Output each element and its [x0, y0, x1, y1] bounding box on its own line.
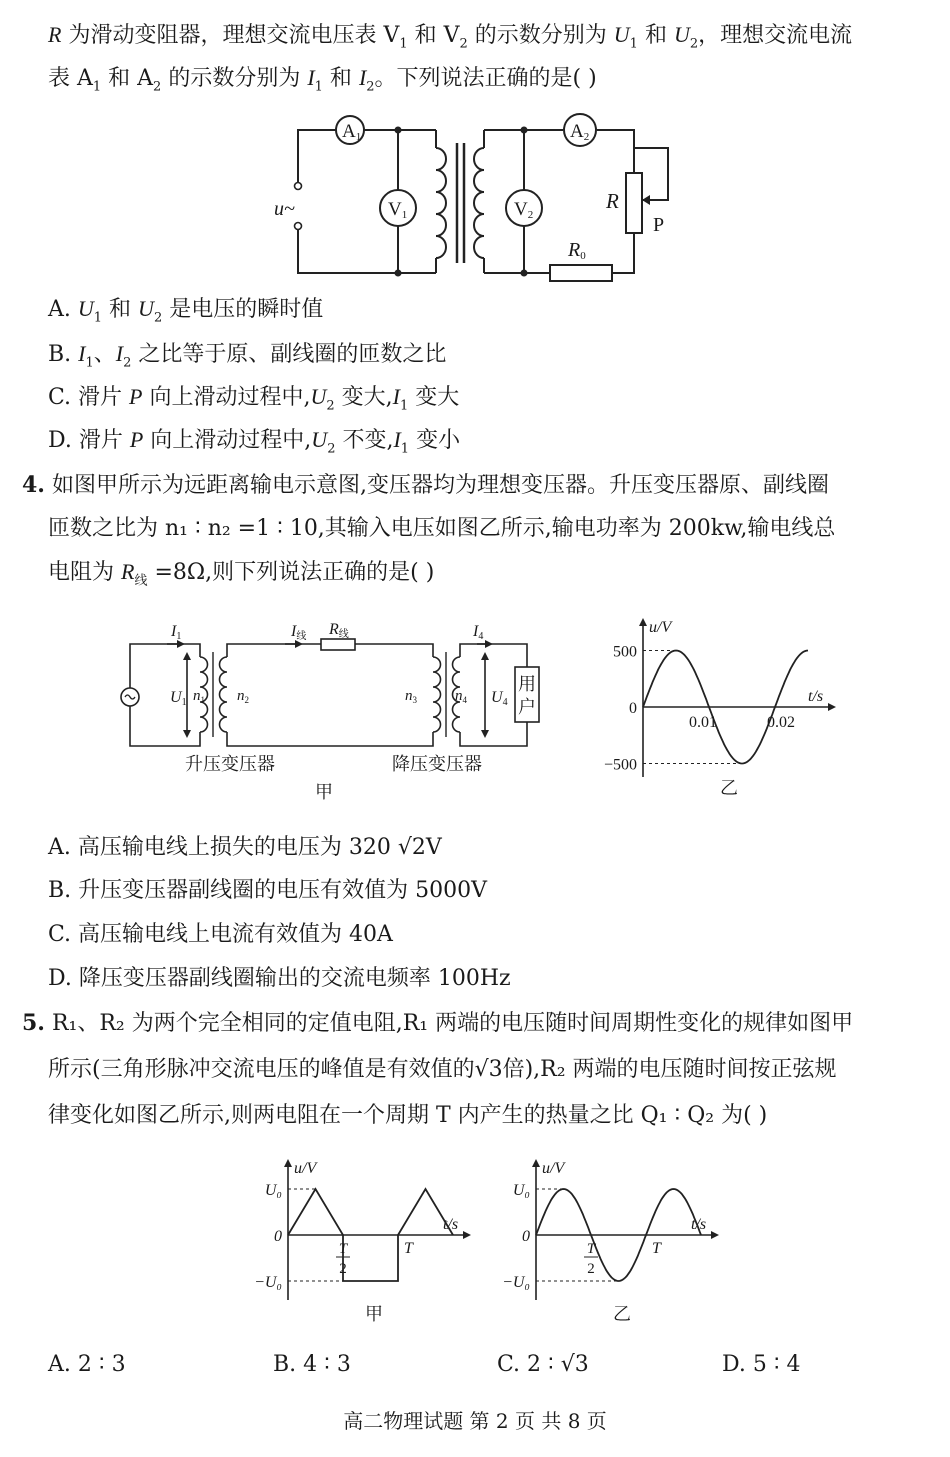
- y-tick-label: 0: [522, 1228, 530, 1245]
- x-axis-arrow: [828, 703, 836, 711]
- n1-sub: 1: [200, 695, 205, 705]
- text: U: [311, 427, 328, 452]
- text: P: [129, 384, 143, 409]
- text: 是电压的瞬时值: [162, 297, 324, 322]
- text: U: [613, 22, 630, 47]
- svg-text:I1: [170, 623, 181, 642]
- text: 2: [123, 355, 132, 371]
- text: 电阻为: [48, 560, 121, 585]
- svg-text:I线: [290, 623, 306, 642]
- r0-sub: 0: [580, 250, 586, 262]
- text: 之比等于原、副线圈的匝数之比: [131, 342, 447, 367]
- text: 不变,: [335, 428, 394, 453]
- text: 1: [400, 441, 410, 457]
- rline-sub: 线: [338, 629, 349, 640]
- y-tick-label: 500: [613, 643, 637, 661]
- text: 1: [93, 310, 103, 326]
- y-axis-label: u/V: [542, 1160, 565, 1177]
- text: 向上滑动过程中,: [143, 428, 312, 453]
- q4-stem-line-1: [22, 470, 829, 501]
- q4-option-b[interactable]: B. 升压变压器副线圈的电压有效值为 5000V: [48, 878, 488, 903]
- x-tick-label: 0.02: [767, 714, 795, 731]
- source-label: u~: [274, 198, 295, 220]
- v2-label: V: [514, 199, 528, 220]
- text: 。下列说法正确的是( ): [374, 66, 597, 91]
- x-tick-label: T: [652, 1240, 661, 1257]
- x-axis-arrow: [711, 1231, 719, 1239]
- text: 向上滑动过程中,: [142, 385, 311, 410]
- text: R₁、R₂ 为两个完全相同的定值电阻,R₁ 两端的电压随时间周期性变化的规律如图甲: [51, 1011, 854, 1036]
- text: 1: [399, 36, 408, 52]
- a2-label: A: [570, 121, 584, 142]
- x-tick-label: 2: [339, 1261, 347, 1277]
- text: 和 A: [101, 66, 154, 91]
- n1-label: n: [193, 688, 201, 704]
- u4-sub: 4: [502, 697, 508, 708]
- text: 1: [629, 36, 638, 52]
- q3-transformer-circuit: [270, 108, 690, 288]
- x-axis-label: t/s: [808, 688, 824, 705]
- question-number: 5.: [22, 1010, 45, 1036]
- text: 的示数分别为: [467, 23, 614, 48]
- text: A.: [48, 297, 78, 322]
- q5-stem-line-1: [22, 1008, 853, 1039]
- step-up-label: 升压变压器: [185, 754, 275, 774]
- q5-triangle-chart: [240, 1155, 490, 1325]
- p-label: P: [653, 214, 665, 236]
- text: U: [138, 296, 154, 321]
- i1-label: I: [171, 623, 177, 640]
- i4-sub: 4: [478, 631, 484, 642]
- q5-stem-line-3: 律变化如图乙所示,则两电阻在一个周期 T 内产生的热量之比 Q₁ ∶ Q₂ 为( ): [48, 1103, 768, 1128]
- chart-caption: 甲: [365, 1304, 383, 1324]
- chart-caption: 乙: [720, 778, 738, 798]
- x-axis-label: t/s: [691, 1216, 707, 1233]
- svg-text:U1: [170, 689, 187, 708]
- x-tick-label: T: [338, 1241, 348, 1257]
- y-axis-arrow: [532, 1159, 540, 1167]
- text: 2: [689, 36, 699, 52]
- text: B.: [48, 342, 79, 367]
- text: 变大: [408, 385, 460, 410]
- y-tick-label: −500: [603, 756, 637, 774]
- q5-stem-line-2: 所示(三角形脉冲交流电压的峰值是有效值的√3倍),R₂ 两端的电压随时间按正弦规: [48, 1057, 837, 1082]
- q3-stem-line-2: [48, 63, 597, 102]
- text: R: [121, 559, 135, 584]
- rline-label: R: [329, 621, 339, 638]
- user-label-1: 用: [518, 674, 536, 694]
- q4-option-d[interactable]: D. 降压变压器副线圈输出的交流电频率 100Hz: [48, 966, 511, 991]
- text: 线: [134, 573, 148, 589]
- v1-label: V: [388, 199, 402, 220]
- x-axis-label: t/s: [443, 1216, 459, 1233]
- y-tick-label: 0: [629, 700, 637, 717]
- n4-sub: 4: [462, 695, 467, 705]
- r0-label: R: [568, 239, 581, 261]
- q5-sine-chart: [488, 1155, 738, 1325]
- text: 1: [85, 355, 94, 371]
- text: 2: [327, 441, 336, 457]
- text: U: [673, 22, 690, 47]
- x-axis-arrow: [463, 1231, 471, 1239]
- text: D. 滑片: [48, 428, 130, 453]
- a2-sub: 2: [583, 131, 590, 143]
- x-tick-label: T: [586, 1241, 596, 1257]
- text: 1: [314, 79, 323, 95]
- u1-label: U: [170, 689, 182, 706]
- u4-label: U: [491, 689, 503, 706]
- diagram-caption: 甲: [315, 782, 333, 802]
- i4-label: I: [473, 623, 479, 640]
- text: =8Ω,则下列说法正确的是( ): [147, 560, 435, 585]
- text: 2: [366, 79, 375, 95]
- y-tick-label: U₀: [264, 1182, 282, 1199]
- page-footer: 高二物理试题 第 2 页 共 8 页: [343, 1409, 607, 1433]
- q5-option-a[interactable]: A. 2 ∶ 3: [48, 1352, 126, 1377]
- a1-label: A: [342, 121, 356, 142]
- text: 为滑动变阻器，理想交流电压表 V: [61, 23, 400, 48]
- q3-option-d[interactable]: [48, 425, 460, 464]
- u1-sub: 1: [181, 697, 187, 708]
- v2-sub: 2: [527, 209, 534, 221]
- question-number: 4.: [22, 472, 45, 498]
- text: 的示数分别为: [161, 66, 308, 91]
- svg-text:n3: [405, 688, 418, 705]
- text: C. 滑片: [48, 385, 130, 410]
- v1-sub: 1: [401, 209, 408, 221]
- text: 变大,: [334, 385, 393, 410]
- text: 表 A: [48, 66, 93, 91]
- text: I: [392, 384, 400, 409]
- text: I: [307, 65, 315, 90]
- y-tick-label: −U₀: [502, 1274, 530, 1291]
- svg-text:I4: [472, 623, 483, 642]
- n2-sub: 2: [244, 695, 249, 705]
- r-label: R: [606, 189, 619, 213]
- q4-option-c[interactable]: C. 高压输电线上电流有效值为 40A: [48, 922, 393, 947]
- n3-sub: 3: [412, 695, 417, 705]
- iline-label: I: [291, 623, 297, 640]
- text: 1: [92, 79, 102, 95]
- text: R: [48, 22, 62, 47]
- svg-text:R线: [328, 621, 349, 640]
- text: 1: [399, 398, 409, 414]
- x-tick-label: 2: [587, 1261, 595, 1277]
- q4-option-a[interactable]: A. 高压输电线上损失的电压为 320 √2V: [48, 835, 442, 860]
- text: ，理想交流电流: [698, 23, 853, 48]
- text: I: [393, 427, 401, 452]
- svg-text:n4: [455, 688, 468, 705]
- step-down-label: 降压变压器: [392, 754, 482, 774]
- text: 和: [102, 297, 139, 322]
- text: 2: [153, 79, 162, 95]
- q3-option-a[interactable]: [48, 294, 323, 333]
- text: 和: [322, 66, 359, 91]
- q4-stem-line-2: 匝数之比为 n₁ ∶ n₂ =1 ∶ 10,其输入电压如图乙所示,输电功率为 200kw,输电线总: [48, 516, 836, 541]
- text: P: [129, 427, 144, 452]
- text: U: [77, 296, 94, 321]
- y-tick-label: −U₀: [254, 1274, 282, 1291]
- x-tick-label: T: [404, 1240, 413, 1257]
- n2-label: n: [237, 688, 245, 704]
- q5-option-d[interactable]: D. 5 ∶ 4: [722, 1352, 801, 1377]
- a1-sub: 1: [355, 131, 362, 143]
- text: 、: [93, 342, 116, 367]
- y-axis-arrow: [284, 1159, 292, 1167]
- text: 变小: [409, 428, 461, 453]
- q3-option-b[interactable]: [48, 339, 446, 378]
- y-tick-label: 0: [274, 1228, 282, 1245]
- q4-sine-chart: [595, 612, 845, 802]
- q4-stem-line-3: [48, 557, 434, 596]
- svg-text:n1: [193, 688, 205, 705]
- q5-option-b[interactable]: B. 4 ∶ 3: [273, 1352, 351, 1377]
- text: 2: [153, 310, 163, 326]
- q3-stem-line-1: [48, 20, 852, 59]
- i1-sub: 1: [176, 631, 182, 642]
- text: I: [358, 65, 367, 90]
- n4-label: n: [455, 688, 463, 704]
- x-tick-label: 0.01: [689, 714, 717, 731]
- svg-text:R0: [567, 239, 586, 262]
- q4-transmission-diagram: [115, 612, 570, 807]
- q5-option-c[interactable]: C. 2 ∶ √3: [497, 1352, 589, 1377]
- text: I: [115, 341, 124, 366]
- user-label-2: 户: [518, 697, 536, 717]
- n3-label: n: [405, 688, 413, 704]
- y-axis-label: u/V: [294, 1160, 317, 1177]
- iline-sub: 线: [296, 631, 307, 642]
- y-axis-arrow: [639, 618, 647, 626]
- text: 如图甲所示为远距离输电示意图,变压器均为理想变压器。升压变压器原、副线圈: [51, 473, 829, 498]
- chart-caption: 乙: [613, 1304, 631, 1324]
- text: 和 V: [407, 23, 460, 48]
- text: 2: [326, 398, 335, 414]
- text: U: [310, 384, 327, 409]
- y-tick-label: U₀: [512, 1182, 530, 1199]
- svg-text:n2: [237, 688, 249, 705]
- svg-text:U4: [491, 689, 508, 708]
- y-axis-label: u/V: [649, 619, 672, 636]
- text: I: [78, 341, 86, 366]
- q3-option-c[interactable]: [48, 382, 459, 421]
- text: 和: [637, 23, 674, 48]
- text: 2: [459, 36, 468, 52]
